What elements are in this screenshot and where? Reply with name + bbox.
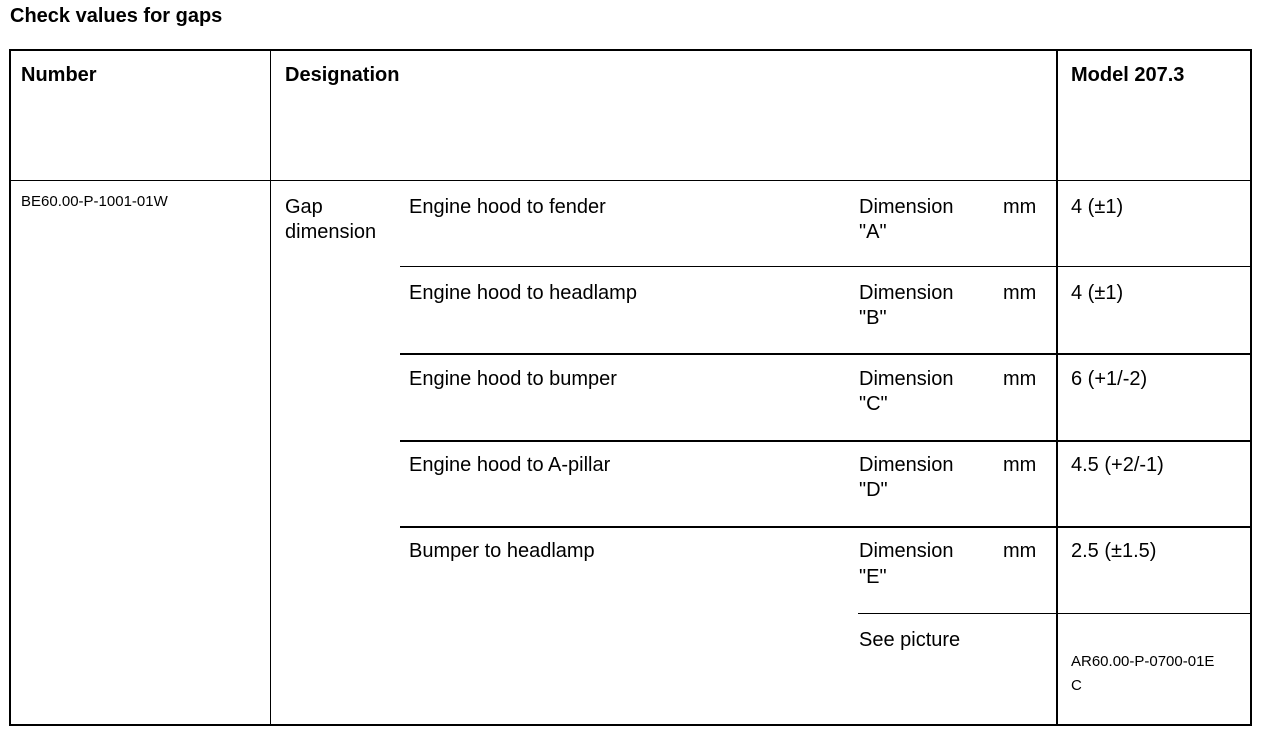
row-dimension: Dimension: [859, 540, 954, 562]
column-divider: [1056, 50, 1058, 726]
row-dimension-letter: "B": [859, 307, 887, 329]
category-label-line1: Gap: [285, 196, 323, 218]
row-dimension: Dimension: [859, 454, 954, 476]
row-dimension: Dimension: [859, 282, 954, 304]
gap-values-table: [9, 49, 1252, 726]
row-value: 4.5 (+2/-1): [1071, 454, 1164, 476]
row-value: 4 (±1): [1071, 282, 1124, 304]
row-unit: mm: [1003, 454, 1037, 476]
page-title: Check values for gaps: [10, 5, 223, 27]
see-picture-label: See picture: [859, 629, 961, 651]
row-divider: [858, 613, 1251, 614]
row-unit: mm: [1003, 196, 1037, 218]
row-item: Engine hood to bumper: [409, 368, 617, 390]
row-divider: [400, 440, 1251, 442]
row-item: Bumper to headlamp: [409, 540, 595, 562]
row-divider: [400, 353, 1251, 355]
row-dimension: Dimension: [859, 368, 954, 390]
row-item: Engine hood to fender: [409, 196, 606, 218]
row-item: Engine hood to headlamp: [409, 282, 637, 304]
row-value: 6 (+1/-2): [1071, 368, 1148, 390]
category-label-line2: dimension: [285, 221, 377, 243]
picture-reference-line1: AR60.00-P-0700-01E: [1071, 653, 1215, 670]
picture-reference-line2: C: [1071, 677, 1082, 694]
row-dimension-letter: "C": [859, 393, 888, 415]
row-dimension: Dimension: [859, 196, 954, 218]
row-dimension-letter: "D": [859, 479, 888, 501]
header-designation: Designation: [285, 64, 400, 86]
row-item: Engine hood to A-pillar: [409, 454, 611, 476]
header-model: Model 207.3: [1071, 64, 1185, 86]
row-value: 4 (±1): [1071, 196, 1124, 218]
row-dimension-letter: "E": [859, 566, 887, 588]
row-unit: mm: [1003, 540, 1037, 562]
row-divider: [400, 526, 1251, 528]
header-divider: [10, 180, 1251, 181]
row-unit: mm: [1003, 368, 1037, 390]
row-divider: [400, 266, 1251, 267]
row-dimension-letter: "A": [859, 221, 887, 243]
column-divider: [270, 50, 271, 726]
header-number: Number: [21, 64, 97, 86]
row-unit: mm: [1003, 282, 1037, 304]
row-value: 2.5 (±1.5): [1071, 540, 1157, 562]
number-value: BE60.00-P-1001-01W: [21, 193, 168, 210]
